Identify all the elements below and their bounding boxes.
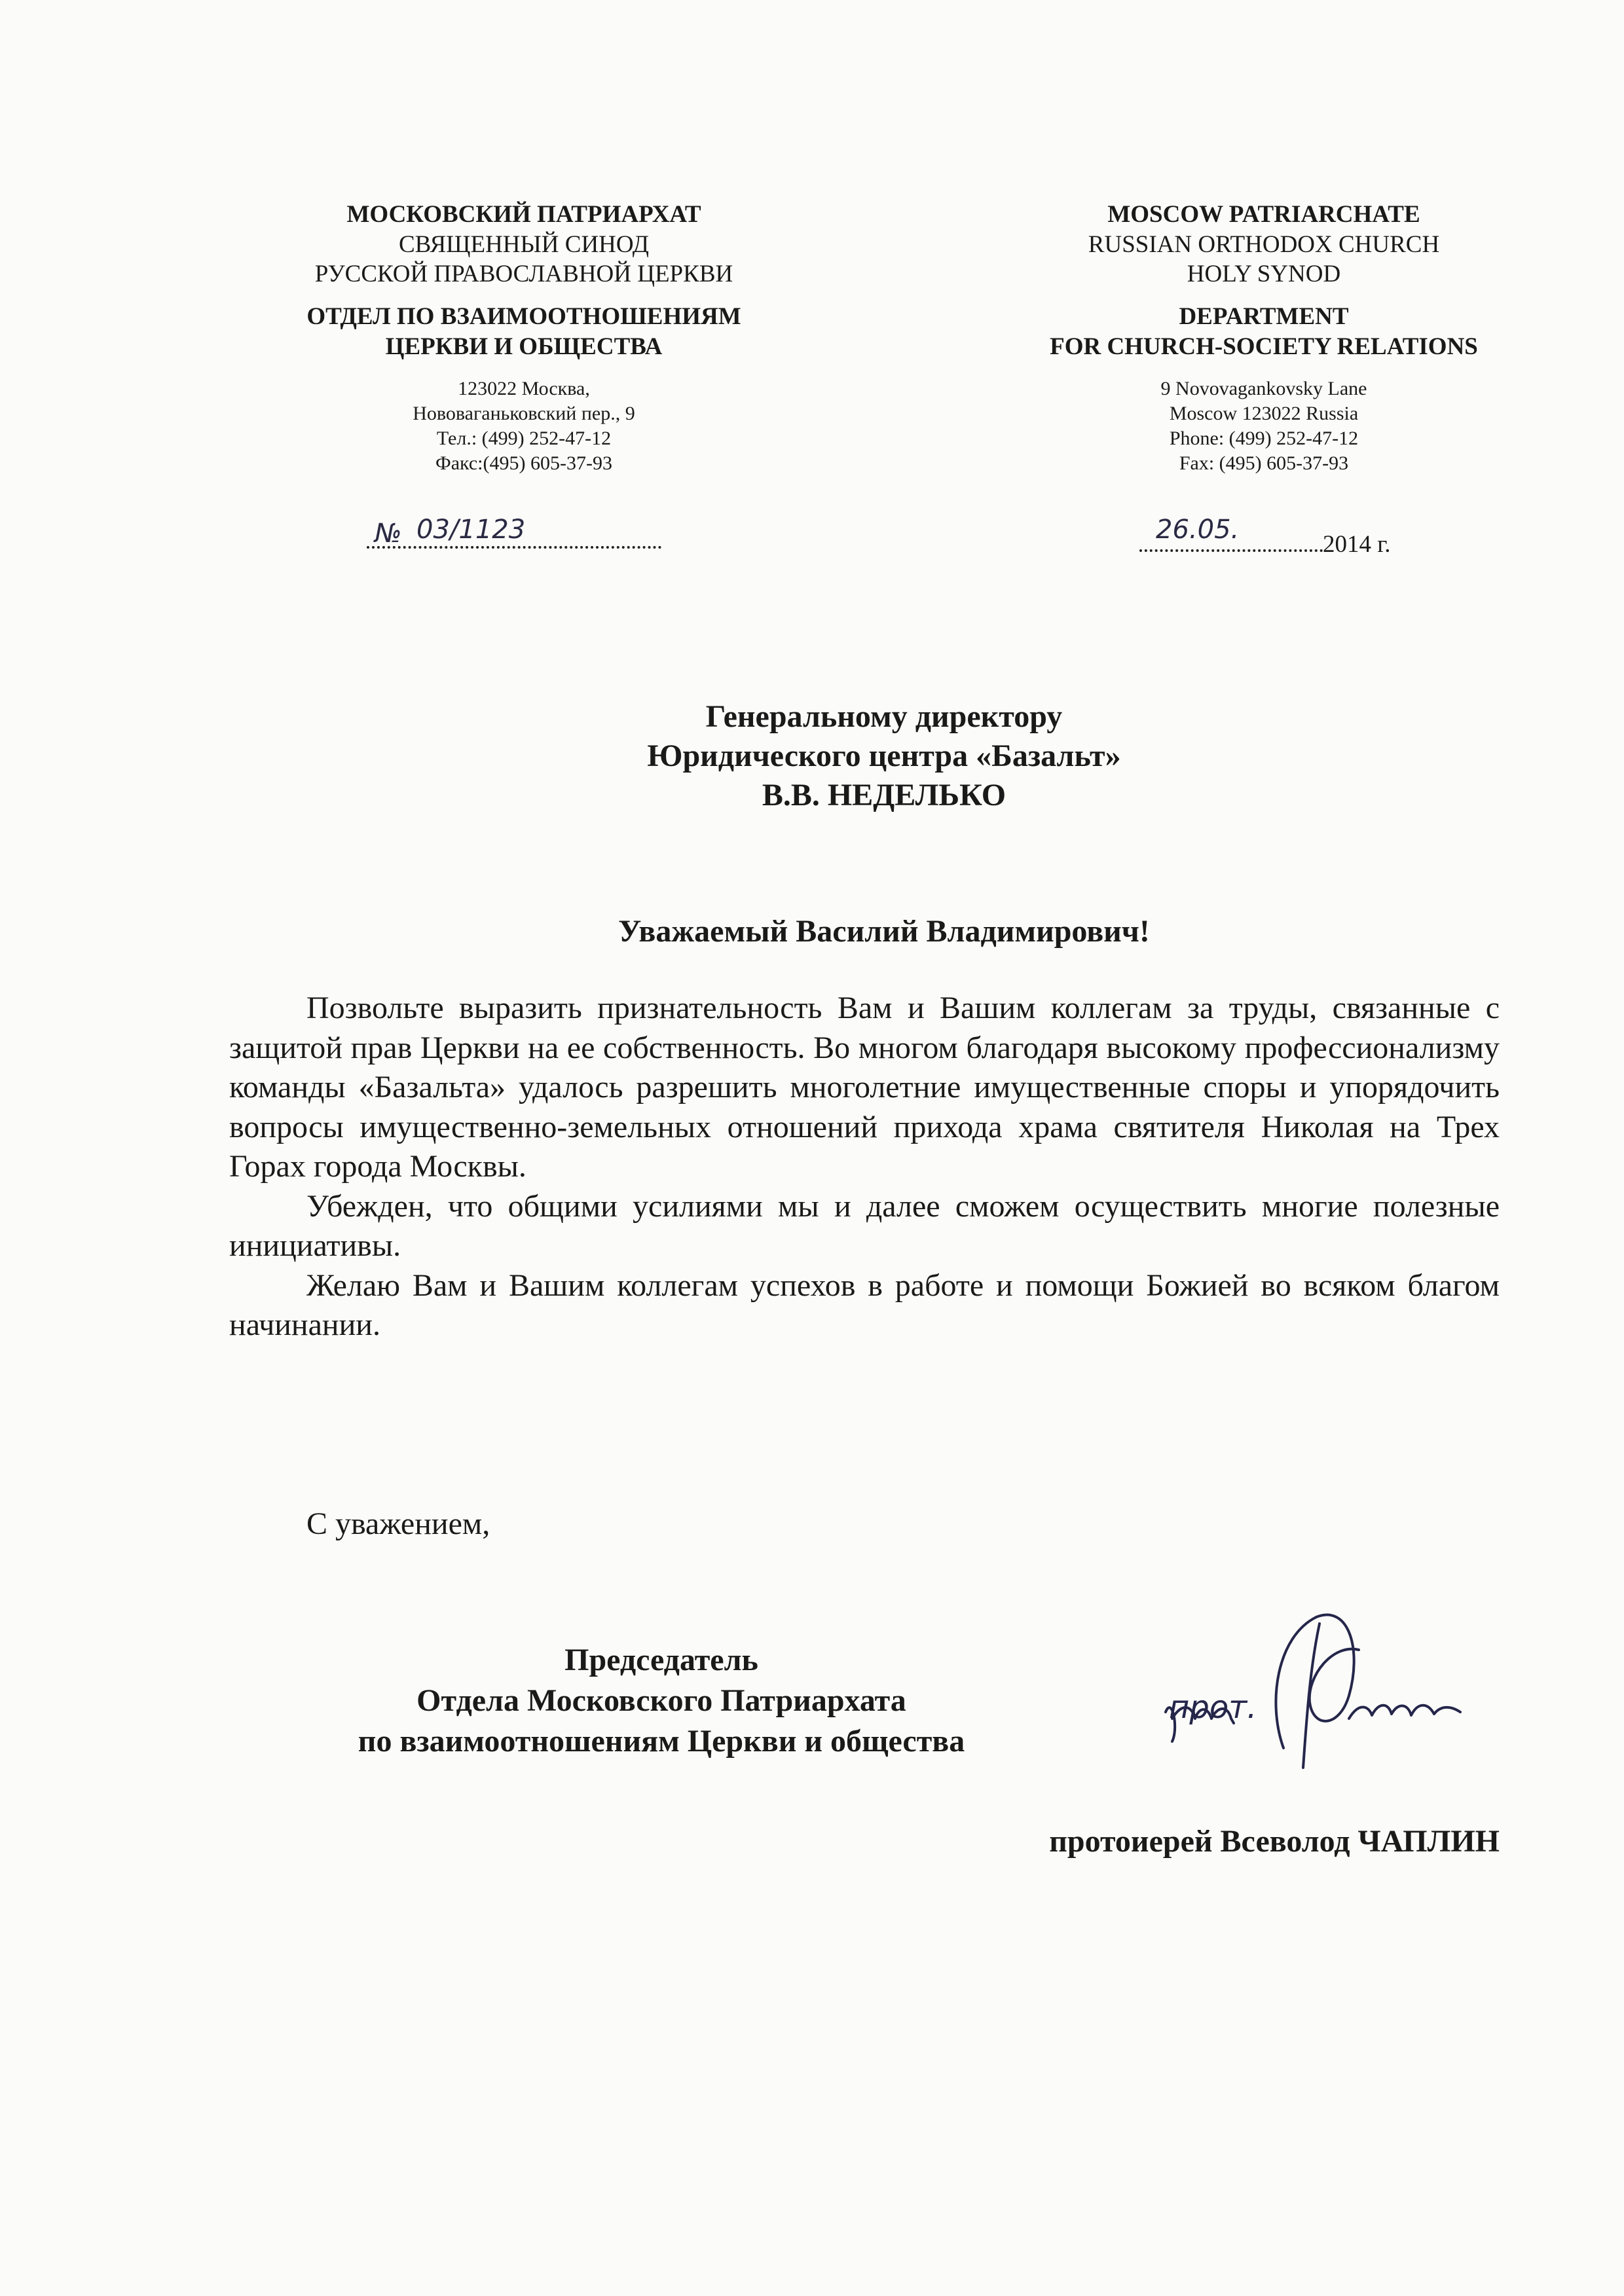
addressee-line-1: Генеральному директору [705,699,1063,734]
header-en-dept-2: FOR CHURCH-SOCIETY RELATIONS [1050,333,1478,360]
signer-title-2: Отдела Московского Патриархата [416,1683,906,1718]
reference-year: 2014 г. [1323,531,1391,558]
letter-body [229,989,1500,1345]
addressee-line-2: Юридического центра «Базальт» [647,738,1121,773]
signer-name: протоиерей Всеволод ЧАПЛИН [1049,1824,1500,1859]
body-paragraph-3: Желаю Вам и Вашим коллегам успехов в работе и помощи Божией во всяком благом начинании. [229,1267,1500,1342]
reference-number-handwritten: 03/1123 [416,515,526,545]
signer-title [236,1640,1087,1762]
handwritten-signature [1153,1597,1480,1797]
header-en-addr-2: Moscow 123022 Russia [1169,403,1359,424]
header-en-org: MOSCOW PATRIARCHATE [1107,201,1420,228]
header-en-church-2: HOLY SYNOD [1187,261,1341,287]
header-ru-synod-1: СВЯЩЕННЫЙ СИНОД [398,231,650,258]
addressee-block [327,697,1441,815]
addressee-line-3: В.В. НЕДЕЛЬКО [762,778,1006,812]
header-ru-fax: Факс:(495) 605-37-93 [435,452,612,474]
reference-number-prefix: № [375,519,402,549]
header-en-church-1: RUSSIAN ORTHODOX CHURCH [1088,231,1440,258]
salutation: Уважаемый Василий Владимирович! [618,914,1150,949]
header-ru-address [236,376,812,476]
header-en-address [969,376,1559,476]
header-ru-synod-2: РУССКОЙ ПРАВОСЛАВНОЙ ЦЕРКВИ [314,261,733,287]
header-en-fax: Fax: (495) 605-37-93 [1179,452,1349,474]
header-ru-dept-1: ОТДЕЛ ПО ВЗАИМООТНОШЕНИЯМ [306,303,741,330]
signer-title-1: Председатель [564,1643,758,1677]
header-ru-phone: Тел.: (499) 252-47-12 [436,428,612,449]
header-ru-addr-1: 123022 Москва, [458,378,590,399]
body-paragraph-1: Позвольте выразить признательность Вам и Вашим коллегам за труды, связанные с защитой прав Церкви на ее собственность. Во многом благодаря высокому профессионализму команды «Базальта» удалось разрешить многолетние имущественные споры и упорядочить вопросы имущественно-земельных отношений прихода храма святителя Николая на Трех Горах города Москвы. [229,991,1500,1184]
signature-text: прот. [1169,1689,1257,1726]
body-paragraph-2: Убежден, что общими усилиями мы и далее сможем осуществить многие полезные инициативы. [229,1188,1500,1263]
header-ru-addr-2: Нововаганьковский пер., 9 [413,403,635,424]
reference-date-handwritten: 26.05. [1156,515,1240,545]
header-en-dept-1: DEPARTMENT [1179,303,1349,330]
header-en-addr-1: 9 Novovagankovsky Lane [1160,378,1367,399]
header-en-phone: Phone: (499) 252-47-12 [1169,428,1359,449]
header-ru-org: МОСКОВСКИЙ ПАТРИАРХАТ [346,201,701,228]
closing: С уважением, [306,1506,490,1541]
signer-title-3: по взаимоотношениям Церкви и общества [358,1724,965,1758]
header-english [969,200,1559,476]
header-ru-dept-2: ЦЕРКВИ И ОБЩЕСТВА [385,333,663,360]
header-russian [236,200,812,476]
